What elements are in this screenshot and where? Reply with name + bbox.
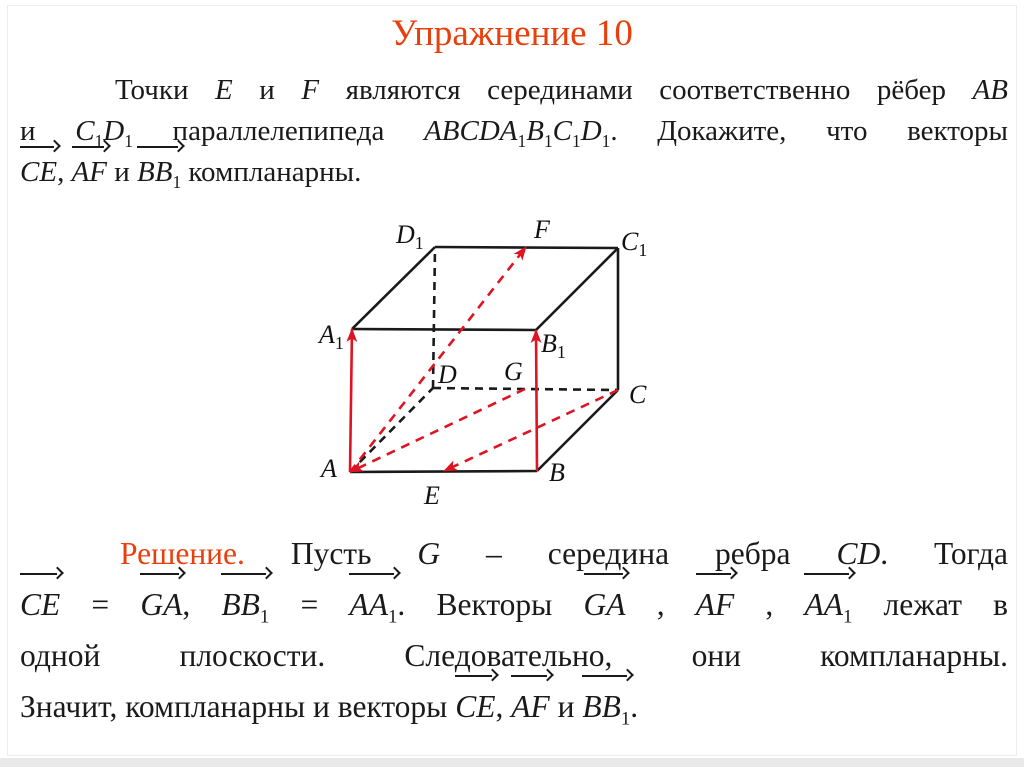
text-segment: AF xyxy=(695,587,735,622)
vector-AA1 xyxy=(350,329,352,472)
vertex-label-G: G xyxy=(504,357,523,386)
vector-notation xyxy=(140,579,182,630)
text-segment: BB xyxy=(582,689,621,724)
text-segment: CE xyxy=(20,156,58,188)
text-segment: . Векторы xyxy=(397,587,584,622)
text-segment: GA xyxy=(140,587,183,622)
text-segment: B xyxy=(526,115,544,147)
vertex-label-A: A xyxy=(321,454,337,483)
slide-bottom-bar xyxy=(0,758,1024,767)
vector-CE xyxy=(444,390,618,471)
text-segment: 1 xyxy=(601,130,611,151)
text-segment: 1 xyxy=(517,130,527,151)
text-segment: = xyxy=(60,587,141,622)
vertex-label-B: B xyxy=(549,458,565,487)
edge-A1-B1 xyxy=(352,329,536,330)
text-segment: 1 xyxy=(571,130,581,151)
vertex-label-D: D xyxy=(438,360,457,389)
solution-line-1 xyxy=(20,528,1008,579)
text-segment: одной плоскости. Следовательно, они компланарны. xyxy=(20,638,1008,673)
text-segment: CD xyxy=(836,536,881,571)
text-segment: и xyxy=(549,689,583,724)
text-segment: AA xyxy=(804,587,843,622)
edge-A-B xyxy=(350,471,537,472)
text-segment: 1 xyxy=(543,130,553,151)
vector-notation xyxy=(349,579,397,630)
text-segment: 1 xyxy=(124,130,133,151)
text-segment: компланарны. xyxy=(181,156,362,188)
vector-notation xyxy=(804,579,852,630)
text-segment: = xyxy=(269,587,350,622)
edge-B1-C1 xyxy=(536,248,618,330)
text-segment: Точки xyxy=(115,74,216,106)
text-segment: E xyxy=(215,74,233,106)
page-title: Упражнение 10 xyxy=(391,13,633,54)
text-segment: AA xyxy=(349,587,388,622)
text-segment: CE xyxy=(20,587,61,622)
text-segment: . Тогда xyxy=(880,536,1008,571)
problem-line-1 xyxy=(20,70,1008,111)
text-segment: 1 xyxy=(387,606,398,628)
text-segment: и xyxy=(107,156,138,188)
text-segment: AF xyxy=(511,689,550,724)
vector-notation xyxy=(582,681,630,732)
text-segment: D xyxy=(580,115,602,147)
vector-BB1 xyxy=(536,330,537,471)
vector-notation xyxy=(221,579,269,630)
vector-notation xyxy=(20,579,60,630)
text-segment: G xyxy=(417,536,441,571)
problem-statement xyxy=(20,70,1008,193)
vector-notation xyxy=(455,681,495,732)
text-segment: AF xyxy=(71,156,107,188)
edge-C1-D1 xyxy=(435,247,618,248)
vector-notation xyxy=(72,152,107,193)
vector-notation xyxy=(584,579,626,630)
text-segment: и xyxy=(20,115,76,147)
text-segment: BB xyxy=(137,156,173,188)
text-segment: BB xyxy=(221,587,260,622)
solution-line-2 xyxy=(20,579,1008,630)
text-segment: лежат в xyxy=(852,587,1009,622)
vector-notation xyxy=(137,152,181,193)
text-segment: C xyxy=(552,115,572,147)
text-segment: – середина ребра xyxy=(440,536,837,571)
text-segment: Решение. xyxy=(120,536,245,571)
vertex-label-F: F xyxy=(534,215,550,244)
text-segment: 1 xyxy=(259,606,270,628)
text-segment: CE xyxy=(455,689,496,724)
text-segment: Пусть xyxy=(244,536,418,571)
text-segment: 1 xyxy=(842,606,853,628)
text-segment: GA xyxy=(583,587,626,622)
text-segment: . xyxy=(630,689,639,724)
parallelepiped-diagram xyxy=(315,212,660,508)
text-segment: . Докажите, что векторы xyxy=(610,115,1008,147)
vertex-label-D1: $D_1$ xyxy=(396,220,424,253)
text-segment: 1 xyxy=(94,130,104,151)
text-segment: параллелепипеда xyxy=(132,115,425,147)
vertex-label-E: E xyxy=(424,481,440,510)
vector-notation xyxy=(20,152,57,193)
text-segment: , xyxy=(182,587,222,622)
text-segment: , xyxy=(734,587,805,622)
text-segment: , xyxy=(625,587,696,622)
text-segment: 1 xyxy=(172,171,182,192)
text-segment: Значит, компланарны и векторы xyxy=(20,689,456,724)
vector-notation xyxy=(696,579,734,630)
vertex-label-C: C xyxy=(629,380,647,409)
hidden-edge-D-C xyxy=(433,388,618,390)
vertex-label-B1: $B_1$ xyxy=(541,329,566,362)
text-segment: и xyxy=(232,74,302,106)
text-segment: AB xyxy=(972,74,1008,106)
hidden-edge-A-D xyxy=(350,388,433,472)
vertex-label-C1: $C_1$ xyxy=(621,227,648,260)
solution-paragraph xyxy=(20,528,1008,732)
text-segment: , xyxy=(57,156,72,188)
solution-line-3 xyxy=(20,630,1008,681)
text-segment: , xyxy=(495,689,512,724)
text-segment: 1 xyxy=(620,708,631,730)
vector-notation xyxy=(511,681,549,732)
text-segment: F xyxy=(301,74,320,106)
text-segment: являются серединами соответственно рёбер xyxy=(319,74,973,106)
edge-D1-A1 xyxy=(352,247,435,329)
text-segment: C xyxy=(75,115,95,147)
text-segment: ABCDA xyxy=(424,115,518,147)
vector-GA xyxy=(350,389,525,472)
vertex-label-A1: $A_1$ xyxy=(319,320,344,353)
text-segment: D xyxy=(103,115,125,147)
